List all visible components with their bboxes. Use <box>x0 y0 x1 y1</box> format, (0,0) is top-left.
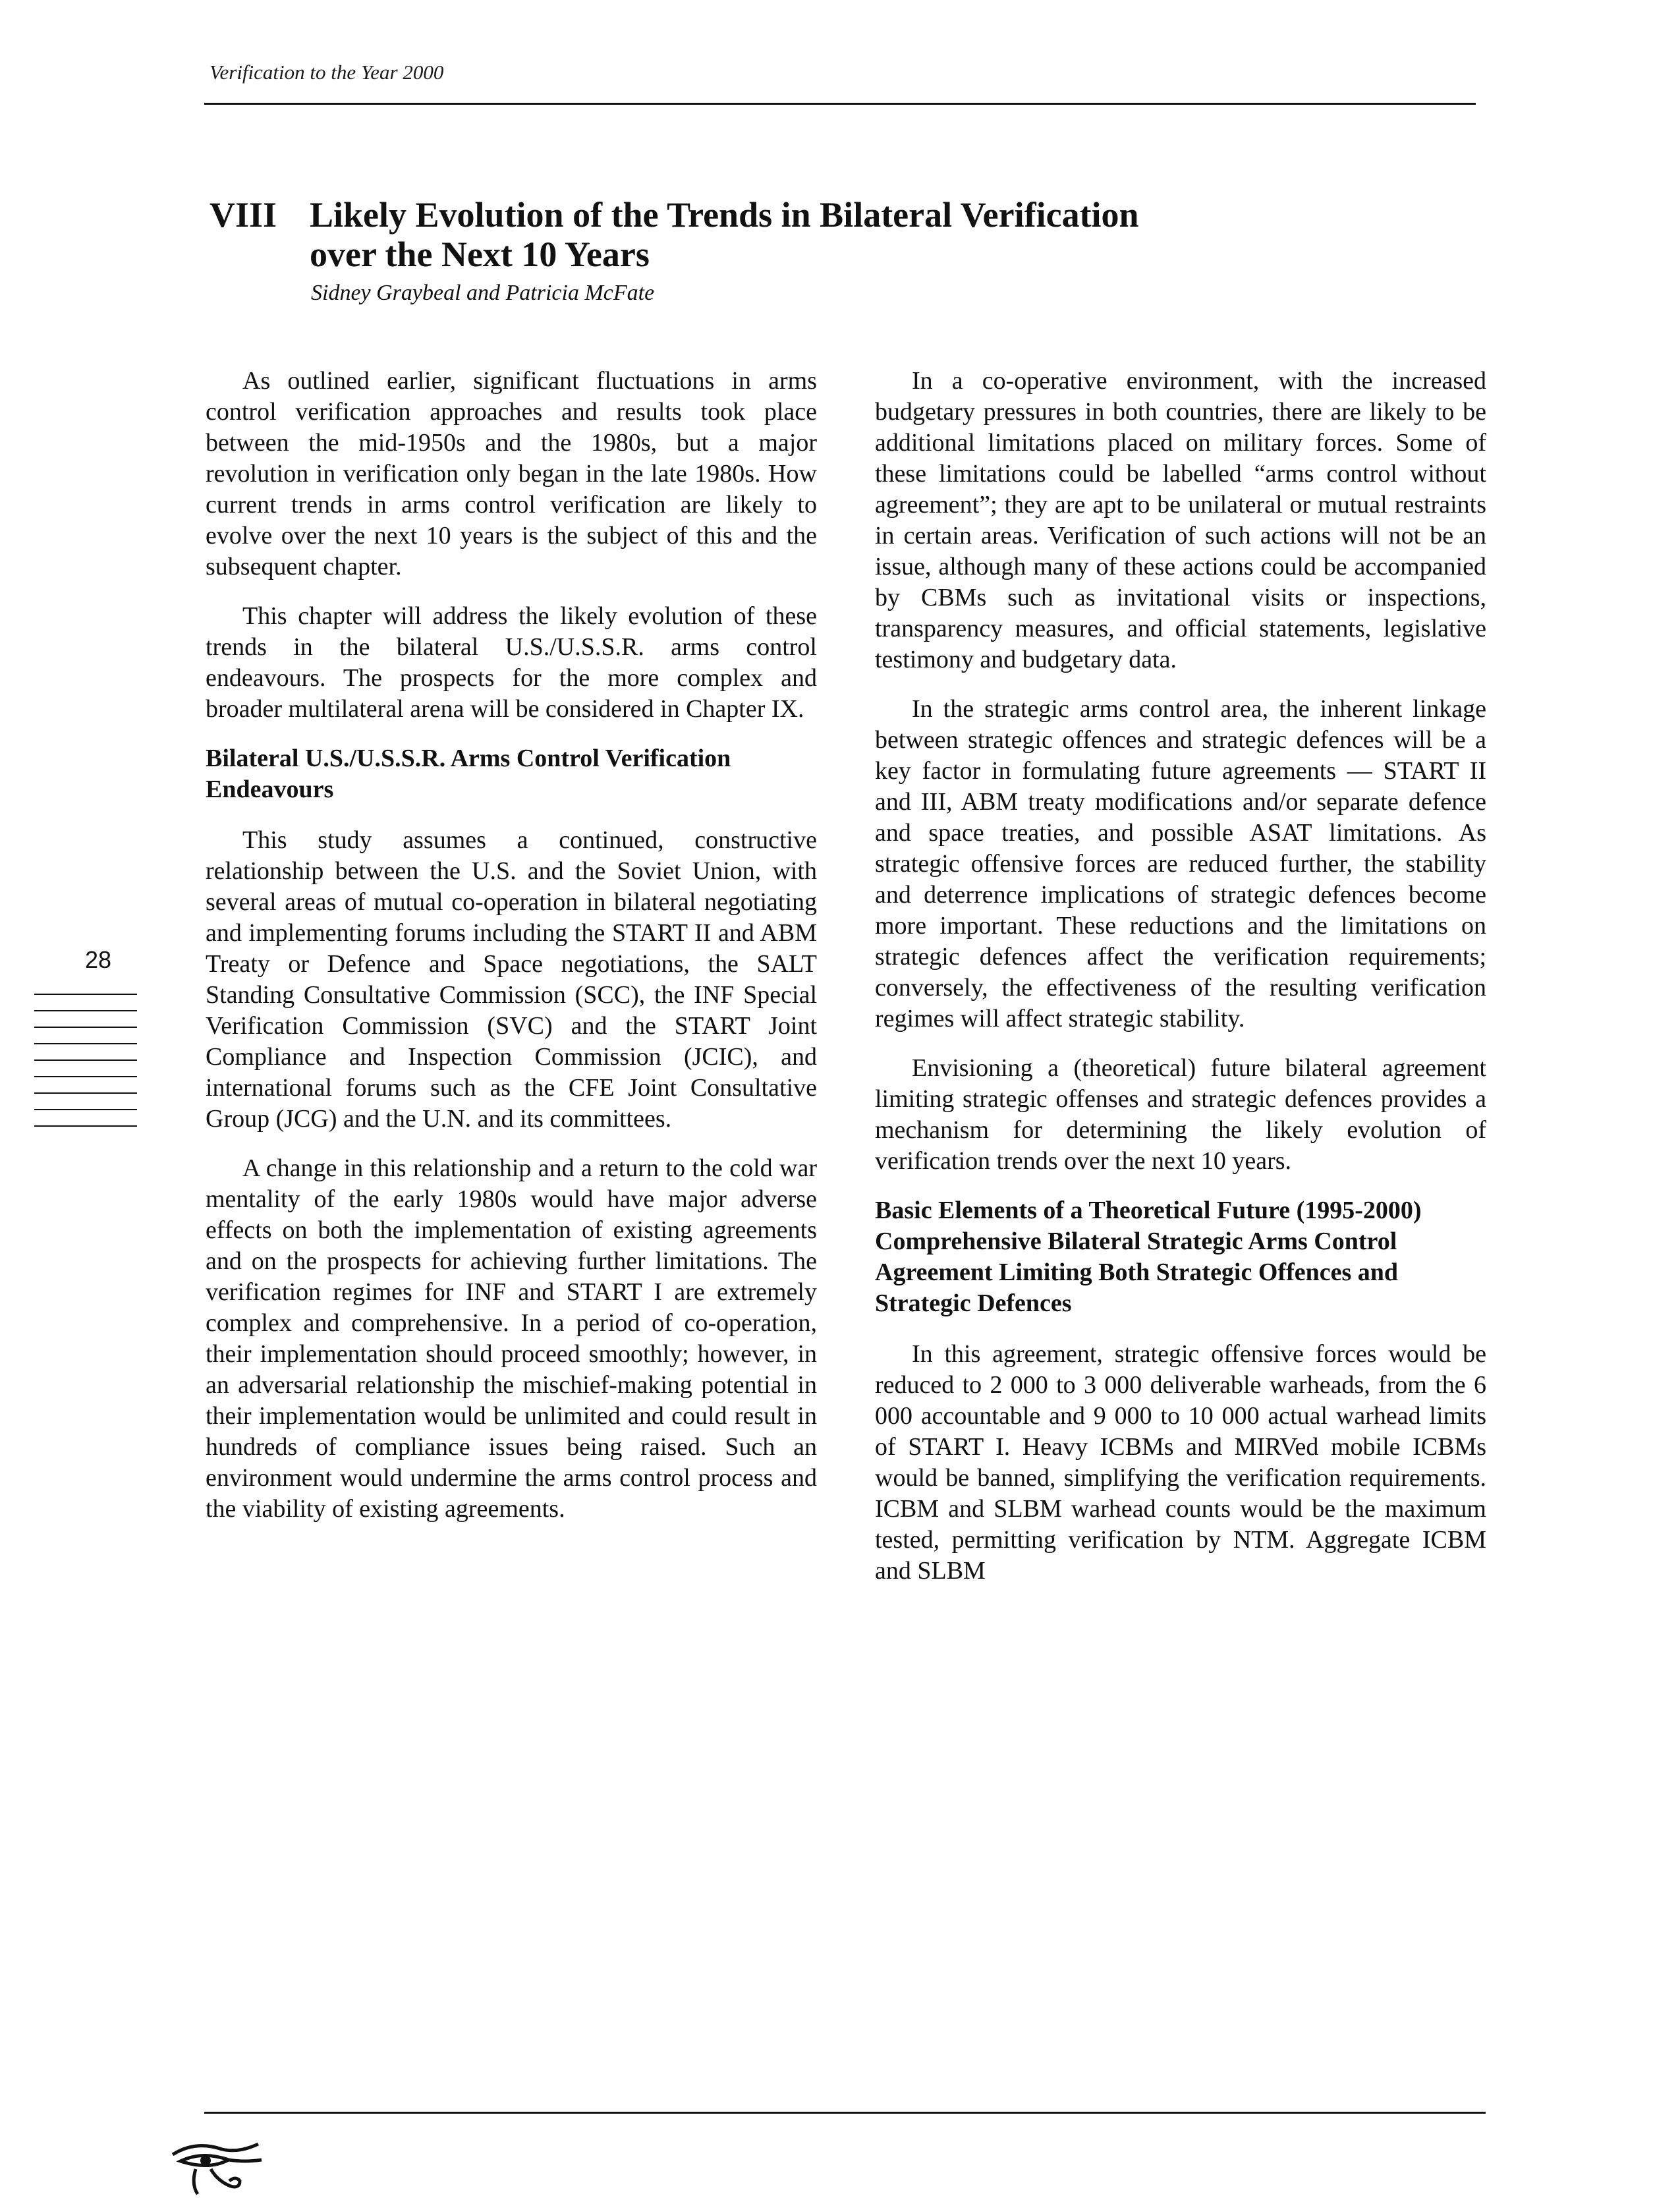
page-number: 28 <box>84 946 112 973</box>
paragraph: This study assumes a continued, constructive relationship between the U.S. and the Soviet Union, with several areas of mutual co-operation in bilateral negotiating and implementing forums including the START II and ABM Treaty or Defence and Space negotiations, the SALT Standing Consultative Commission (SCC), the INF Special Verification Commission (SVC) and the START Joint Compliance and Inspection Commission (JCIC), and international forums such as the CFE Joint Consultative Group (JCG) and the U.N. and its committees. <box>206 826 817 1133</box>
footer-rule <box>204 2112 1486 2114</box>
paragraph: This chapter will address the likely evolution of these trends in the bilateral U.S./U.S.S.R. arms control endeavours. The prospects for the more complex and broader multilateral arena will be considered in Chapter IX. <box>206 602 817 723</box>
running-head: Verification to the Year 2000 <box>210 61 444 84</box>
chapter-authors: Sidney Graybeal and Patricia McFate <box>311 281 655 305</box>
chapter-title <box>310 195 1430 274</box>
paragraph: In the strategic arms control area, the inherent linkage between strategic offences and strategic defences will be a key factor in formulating future agreements — START II and III, ABM treaty modifications and/or separate defence and space treaties, and possible ASAT limitations. As strategic offensive forces are reduced further, the stability and deterrence implications of strategic defences become more important. These reductions and the limitations on strategic defences affect the verification requirements; conversely, the effectiveness of the resulting verification regimes will affect strategic stability. <box>875 695 1486 1032</box>
paragraph: As outlined earlier, significant fluctuations in arms control verification approaches and results took place between the mid-1950s and the 1980s, but a major revolution in verification only began in the late 1980s. How current trends in arms control verification are likely to evolve over the next 10 years is the subject of this and the subsequent chapter. <box>206 367 817 580</box>
right-column <box>875 366 1486 1605</box>
section-heading: Basic Elements of a Theoretical Future (1995-2000) Comprehensive Bilateral Strategic Arms Control Agreement Limiting Both Strategic Offences and Strategic Defences <box>875 1197 1422 1317</box>
chapter-title-line-1: Likely Evolution of the Trends in Bilateral Verification <box>310 195 1139 235</box>
chapter-number: VIII <box>210 195 277 235</box>
margin-tick-marks <box>34 994 137 1142</box>
section-heading: Bilateral U.S./U.S.S.R. Arms Control Verification Endeavours <box>206 745 731 803</box>
paragraph: A change in this relationship and a return to the cold war mentality of the early 1980s would have major adverse effects on both the implementation of existing agreements and on the prospects for achieving further limitations. The verification regimes for INF and START I are extremely complex and comprehensive. In a period of co-operation, their implementation should proceed smoothly; however, in an adversarial relationship the mischief-making potential in their implementation would be unlimited and could result in hundreds of compliance issues being raised. Such an environment would undermine the arms control process and the viability of existing agreements. <box>206 1154 817 1523</box>
header-rule <box>204 103 1476 105</box>
paragraph: In this agreement, strategic offensive forces would be reduced to 2 000 to 3 000 deliverable warheads, from the 6 000 accountable and 9 000 to 10 000 actual warhead limits of START I. Heavy ICBMs and MIRVed mobile ICBMs would be banned, simplifying the verification requirements. ICBM and SLBM warhead counts would be the maximum tested, permitting verification by NTM. Aggregate ICBM and SLBM <box>875 1340 1486 1585</box>
left-column <box>206 366 817 1543</box>
eye-of-horus-icon <box>166 2135 265 2197</box>
paragraph: In a co-operative environment, with the increased budgetary pressures in both countries, there are likely to be additional limitations placed on military forces. Some of these limitations could be labelled “arms control without agreement”; they are apt to be unilateral or mutual restraints in certain areas. Verification of such actions will not be an issue, although many of these actions could be accompanied by CBMs such as invitational visits or inspections, transparency measures, and official statements, legislative testimony and budgetary data. <box>875 367 1486 673</box>
paragraph: Envisioning a (theoretical) future bilateral agreement limiting strategic offenses and strategic defences provides a mechanism for determining the likely evolution of verification trends over the next 10 years. <box>875 1054 1486 1175</box>
chapter-title-line-2: over the Next 10 Years <box>310 235 650 274</box>
